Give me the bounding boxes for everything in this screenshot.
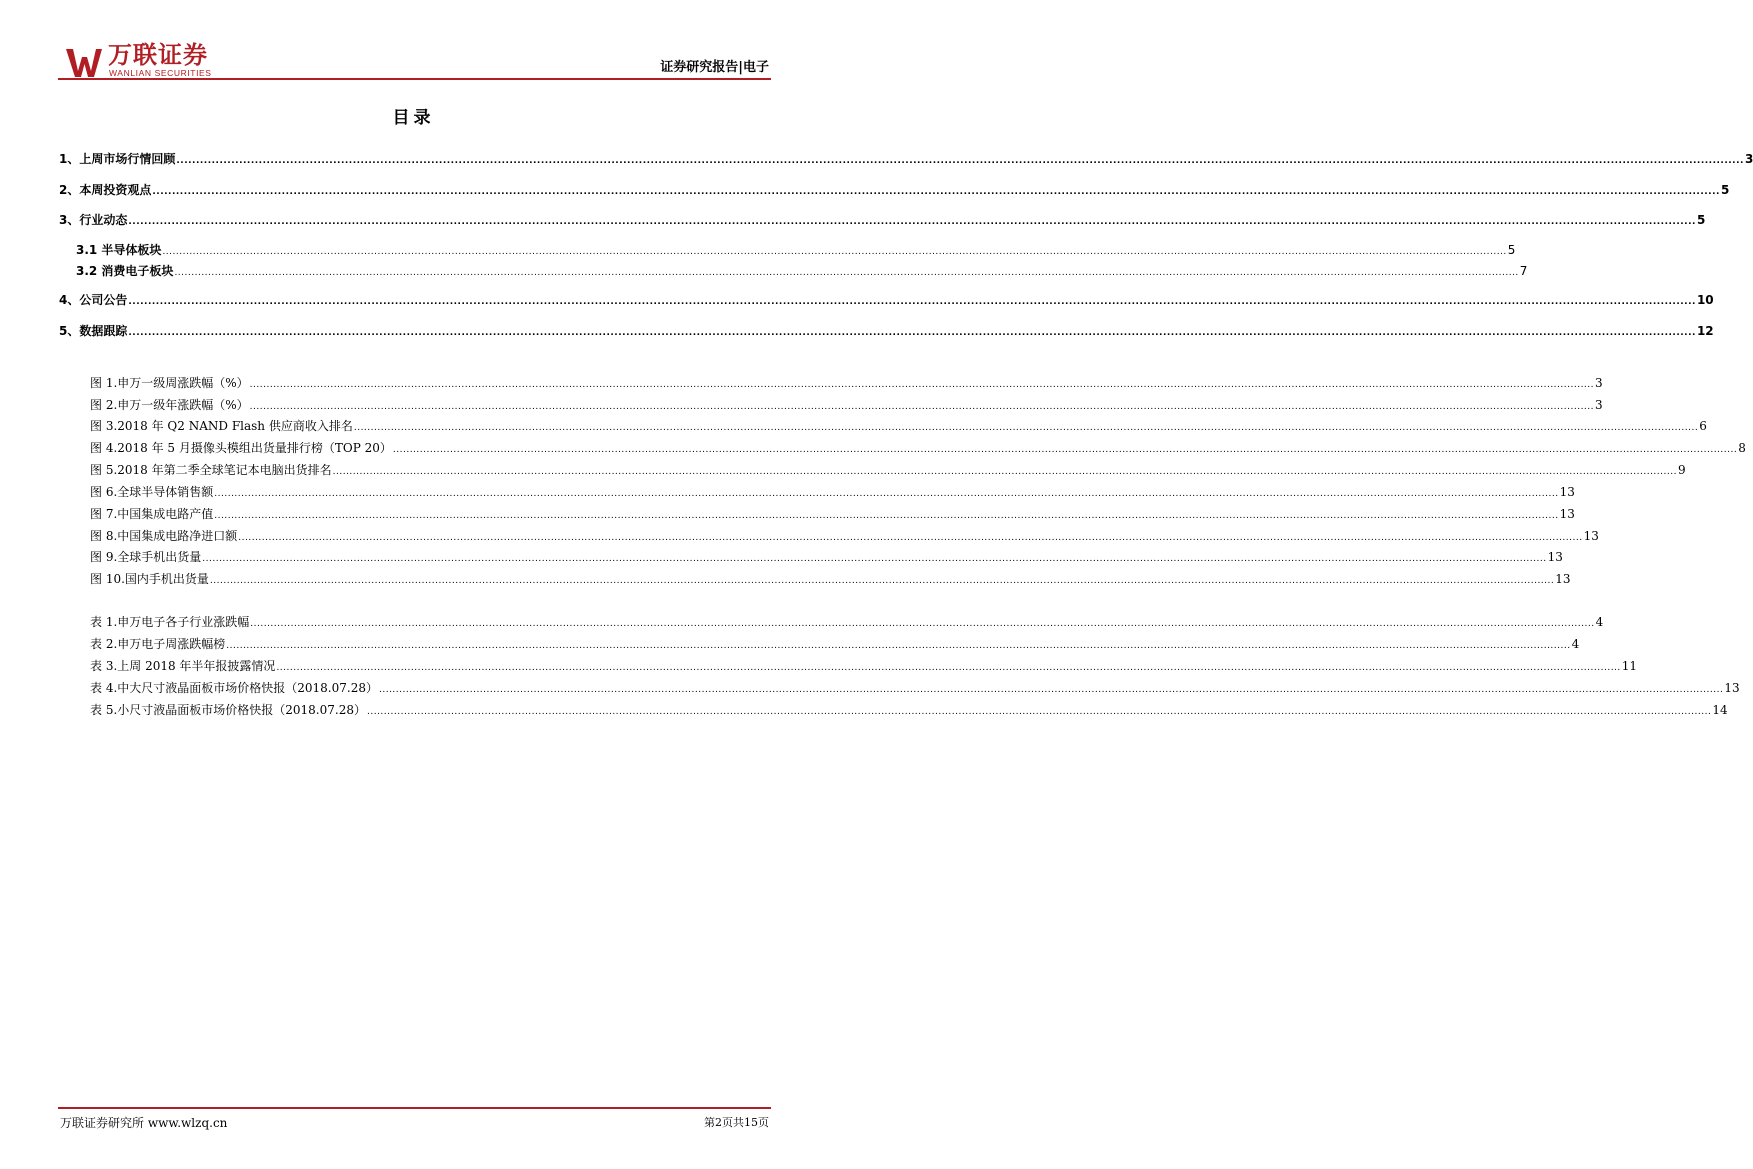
toc-entry-page: 8 [1738,441,1746,455]
toc-title: 目录 [392,108,435,128]
toc-entry-label: 图 4.2018 年 5 月摄像头模组出货量排行榜（TOP 20） [90,441,392,455]
toc-entry-section-3-2[interactable] [76,263,1528,281]
toc-entry-label: 图 1.申万一级周涨跌幅（%） [90,376,249,390]
leader-dots: ................................................................................................................................................................................................................................................................................................................................................................................................................ [226,641,1571,651]
toc-entry-page: 13 [1555,572,1571,586]
toc-entry-label: 表 5.小尺寸液晶面板市场价格快报（2018.07.28） [90,703,366,717]
toc-entry-section-4[interactable] [59,292,1714,310]
toc-entry-figure-1[interactable] [90,375,1603,393]
leader-dots: ................................................................................................................................................................................................................................................................................................................................................................................................................ [238,533,1583,543]
leader-dots: ................................................................................................................................................................................................................................................................................................................................................................................................................ [209,576,1555,586]
toc-entry-section-5[interactable] [59,323,1714,341]
toc-entry-figure-6[interactable] [90,484,1575,502]
leader-dots: ................................................................................................................................................................................................................................................................................................................................................................................................................ [128,217,1696,227]
toc-entry-page: 13 [1547,550,1563,564]
toc-entry-page: 3 [1744,152,1753,166]
leader-dots: ................................................................................................................................................................................................................................................................................................................................................................................................................ [332,467,1677,477]
toc-entry-label: 图 2.申万一级年涨跌幅（%） [90,398,249,412]
leader-dots: ................................................................................................................................................................................................................................................................................................................................................................................................................ [214,511,1559,521]
toc-entry-label: 图 8.中国集成电路净进口额 [90,529,238,543]
toc-entry-label: 图 5.2018 年第二季全球笔记本电脑出货排名 [90,463,332,477]
toc-entry-page: 13 [1559,507,1575,521]
leader-dots: ................................................................................................................................................................................................................................................................................................................................................................................................................ [250,619,1595,629]
toc-entry-page: 13 [1559,485,1575,499]
toc-entry-page: 5 [1720,183,1730,197]
toc-entry-page: 14 [1712,703,1728,717]
toc-entry-table-1[interactable] [90,614,1604,632]
leader-dots: ................................................................................................................................................................................................................................................................................................................................................................................................................ [276,663,1621,673]
toc-entry-table-2[interactable] [90,636,1580,654]
leader-dots: ................................................................................................................................................................................................................................................................................................................................................................................................................ [128,328,1696,338]
toc-entry-page: 4 [1571,637,1580,651]
footer-source: 万联证券研究所 www.wlzq.cn [60,1116,228,1130]
leader-dots: ................................................................................................................................................................................................................................................................................................................................................................................................................ [202,554,1547,564]
toc-entry-label: 表 2.申万电子周涨跌幅榜 [90,637,226,651]
toc-entry-page: 5 [1507,243,1516,257]
toc-entry-figure-9[interactable] [90,549,1563,567]
toc-entry-table-5[interactable] [90,702,1728,720]
leader-dots: ................................................................................................................................................................................................................................................................................................................................................................................................................ [249,402,1595,412]
leader-dots: ................................................................................................................................................................................................................................................................................................................................................................................................................ [392,445,1738,455]
toc-entry-label: 5、数据跟踪 [59,324,128,338]
toc-entry-label: 4、公司公告 [59,293,128,307]
leader-dots: ................................................................................................................................................................................................................................................................................................................................................................................................................ [174,268,1519,278]
toc-entry-figure-7[interactable] [90,506,1575,524]
toc-entry-label: 图 9.全球手机出货量 [90,550,202,564]
leader-dots: ................................................................................................................................................................................................................................................................................................................................................................................................................ [214,489,1559,499]
logo-text-en: WANLIAN SECURITIES [109,68,212,78]
toc-entry-page: 11 [1621,659,1638,673]
leader-dots: ................................................................................................................................................................................................................................................................................................................................................................................................................ [366,707,1712,717]
toc-entry-page: 5 [1696,213,1706,227]
leader-dots: ................................................................................................................................................................................................................................................................................................................................................................................................................ [249,380,1595,390]
leader-dots: ................................................................................................................................................................................................................................................................................................................................................................................................................ [353,423,1699,433]
toc-entry-page: 7 [1519,264,1528,278]
toc-entry-label: 图 3.2018 年 Q2 NAND Flash 供应商收入排名 [90,419,353,433]
toc-entry-figure-10[interactable] [90,571,1571,589]
leader-dots: ................................................................................................................................................................................................................................................................................................................................................................................................................ [152,187,1720,197]
toc-entry-label: 3.1 半导体板块 [76,243,162,257]
toc-entry-page: 13 [1583,529,1599,543]
toc-entry-label: 图 7.中国集成电路产值 [90,507,214,521]
footer-divider [58,1107,771,1109]
toc-entry-section-3-1[interactable] [76,242,1516,260]
leader-dots: ................................................................................................................................................................................................................................................................................................................................................................................................................ [128,297,1696,307]
toc-entry-page: 10 [1696,293,1714,307]
toc-entry-label: 2、本周投资观点 [59,183,152,197]
toc-entry-page: 6 [1699,419,1707,433]
toc-entry-figure-3[interactable] [90,418,1707,436]
toc-entry-page: 13 [1724,681,1740,695]
toc-entry-label: 图 6.全球半导体销售额 [90,485,214,499]
toc-entry-figure-8[interactable] [90,528,1599,546]
toc-entry-label: 3、行业动态 [59,213,128,227]
header-divider [58,78,771,80]
leader-dots: ................................................................................................................................................................................................................................................................................................................................................................................................................ [162,247,1507,257]
report-type: 证券研究报告|电子 [660,60,769,75]
toc-entry-page: 3 [1595,376,1603,390]
leader-dots: ................................................................................................................................................................................................................................................................................................................................................................................................................ [176,156,1744,166]
toc-entry-figure-4[interactable] [90,440,1746,458]
toc-entry-section-2[interactable] [59,182,1730,200]
toc-entry-label: 表 3.上周 2018 年半年报披露情况 [90,659,276,673]
toc-entry-label: 表 4.中大尺寸液晶面板市场价格快报（2018.07.28） [90,681,378,695]
toc-entry-figure-2[interactable] [90,397,1603,415]
toc-entry-label: 1、上周市场行情回顾 [59,152,176,166]
wanlian-logo-icon [64,45,104,79]
toc-entry-page: 3 [1595,398,1603,412]
toc-entry-page: 12 [1696,324,1714,338]
page-number: 第2页共15页 [704,1116,769,1129]
toc-entry-page: 9 [1677,463,1686,477]
toc-entry-label: 图 10.国内手机出货量 [90,572,209,586]
toc-entry-section-3[interactable] [59,212,1706,230]
toc-entry-label: 表 1.申万电子各子行业涨跌幅 [90,615,250,629]
toc-entry-figure-5[interactable] [90,462,1686,480]
toc-entry-label: 3.2 消费电子板块 [76,264,174,278]
toc-entry-section-1[interactable] [59,151,1753,169]
toc-entry-table-4[interactable] [90,680,1740,698]
toc-entry-page: 4 [1595,615,1604,629]
leader-dots: ................................................................................................................................................................................................................................................................................................................................................................................................................ [378,685,1724,695]
toc-entry-table-3[interactable] [90,658,1638,676]
page-header [0,0,827,85]
logo-text-cn: 万联证券 [108,41,208,69]
